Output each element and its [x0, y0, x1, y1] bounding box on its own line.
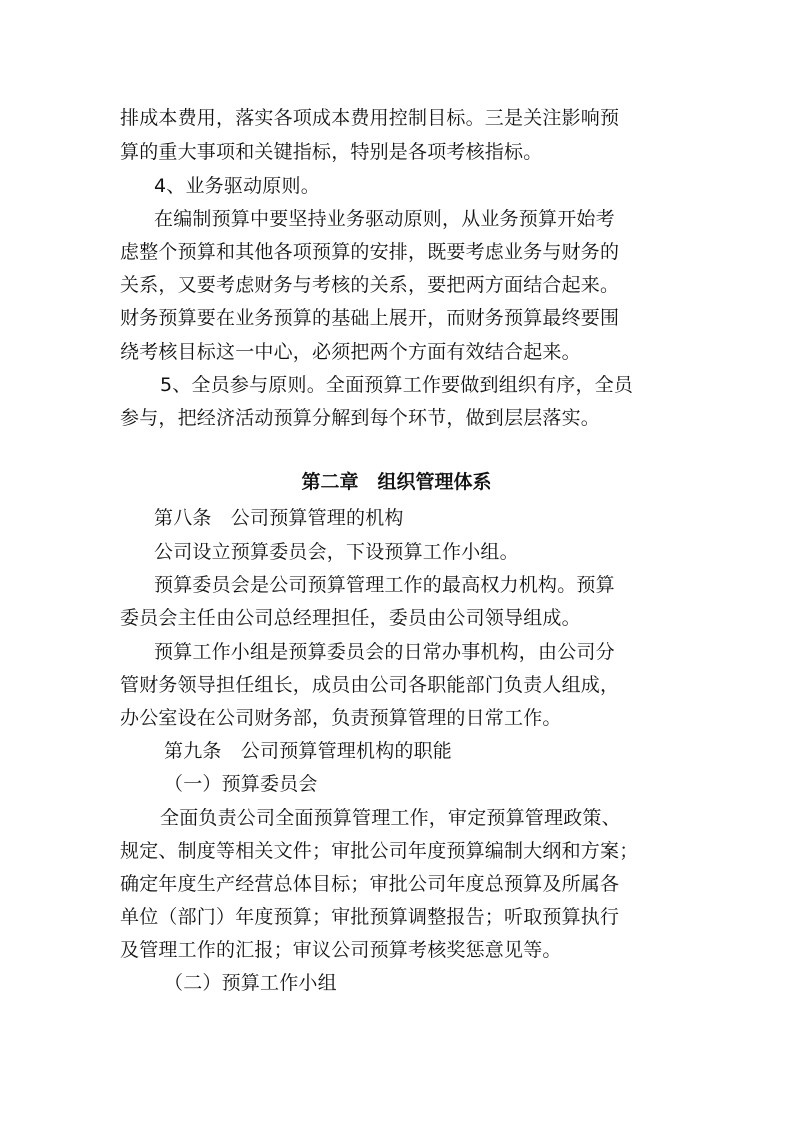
- body-text-line: 在编制预算中要坚持业务驱动原则，从业务预算开始考: [154, 208, 615, 230]
- body-text-line: 预算工作小组是预算委员会的日常办事机构，由公司分: [154, 641, 615, 663]
- body-text-line: 全面负责公司全面预算管理工作，审定预算管理政策、: [160, 807, 621, 829]
- body-text-line: 绕考核目标这一中心，必须把两个方面有效结合起来。: [120, 341, 581, 363]
- body-text-line: 关系，又要考虑财务与考核的关系，要把两方面结合起来。: [120, 274, 620, 296]
- body-text-line: 规定、制度等相关文件；审批公司年度预算编制大纲和方案；: [120, 840, 639, 862]
- body-text-line: 委员会主任由公司总经理担任，委员由公司领导组成。: [120, 607, 581, 629]
- list-item-heading: 5、全员参与原则。全面预算工作要做到组织有序，全员: [160, 374, 634, 396]
- body-text-line: 管财务领导担任组长，成员由公司各职能部门负责人组成，: [120, 674, 620, 696]
- body-text-line: 算的重大事项和关键指标，特别是各项考核指标。: [120, 141, 543, 163]
- body-text-line: 虑整个预算和其他各项预算的安排，既要考虑业务与财务的: [120, 241, 620, 263]
- body-text-line: 办公室设在公司财务部，负责预算管理的日常工作。: [120, 707, 562, 729]
- article-heading: 第九条 公司预算管理机构的职能: [164, 740, 453, 762]
- body-text-line: 参与，把经济活动预算分解到每个环节，做到层层落实。: [120, 407, 601, 429]
- article-heading: 第八条 公司预算管理的机构: [154, 507, 404, 529]
- body-text-line: 排成本费用，落实各项成本费用控制目标。三是关注影响预: [120, 107, 620, 129]
- section-heading: （一）预算委员会: [164, 773, 318, 795]
- body-text-line: 确定年度生产经营总体目标；审批公司年度总预算及所属各: [120, 873, 620, 895]
- body-text-line: 单位（部门）年度预算；审批预算调整报告；听取预算执行: [120, 906, 620, 928]
- body-text-line: 预算委员会是公司预算管理工作的最高权力机构。预算: [154, 574, 615, 596]
- list-item-heading: 4、业务驱动原则。: [154, 175, 320, 197]
- body-text-line: 公司设立预算委员会，下设预算工作小组。: [154, 541, 519, 563]
- body-text-line: 财务预算要在业务预算的基础上展开，而财务预算最终要围: [120, 307, 620, 329]
- chapter-title: 第二章 组织管理体系: [301, 471, 492, 493]
- section-heading: （二）预算工作小组: [164, 972, 337, 994]
- body-text-line: 及管理工作的汇报；审议公司预算考核奖惩意见等。: [120, 939, 562, 961]
